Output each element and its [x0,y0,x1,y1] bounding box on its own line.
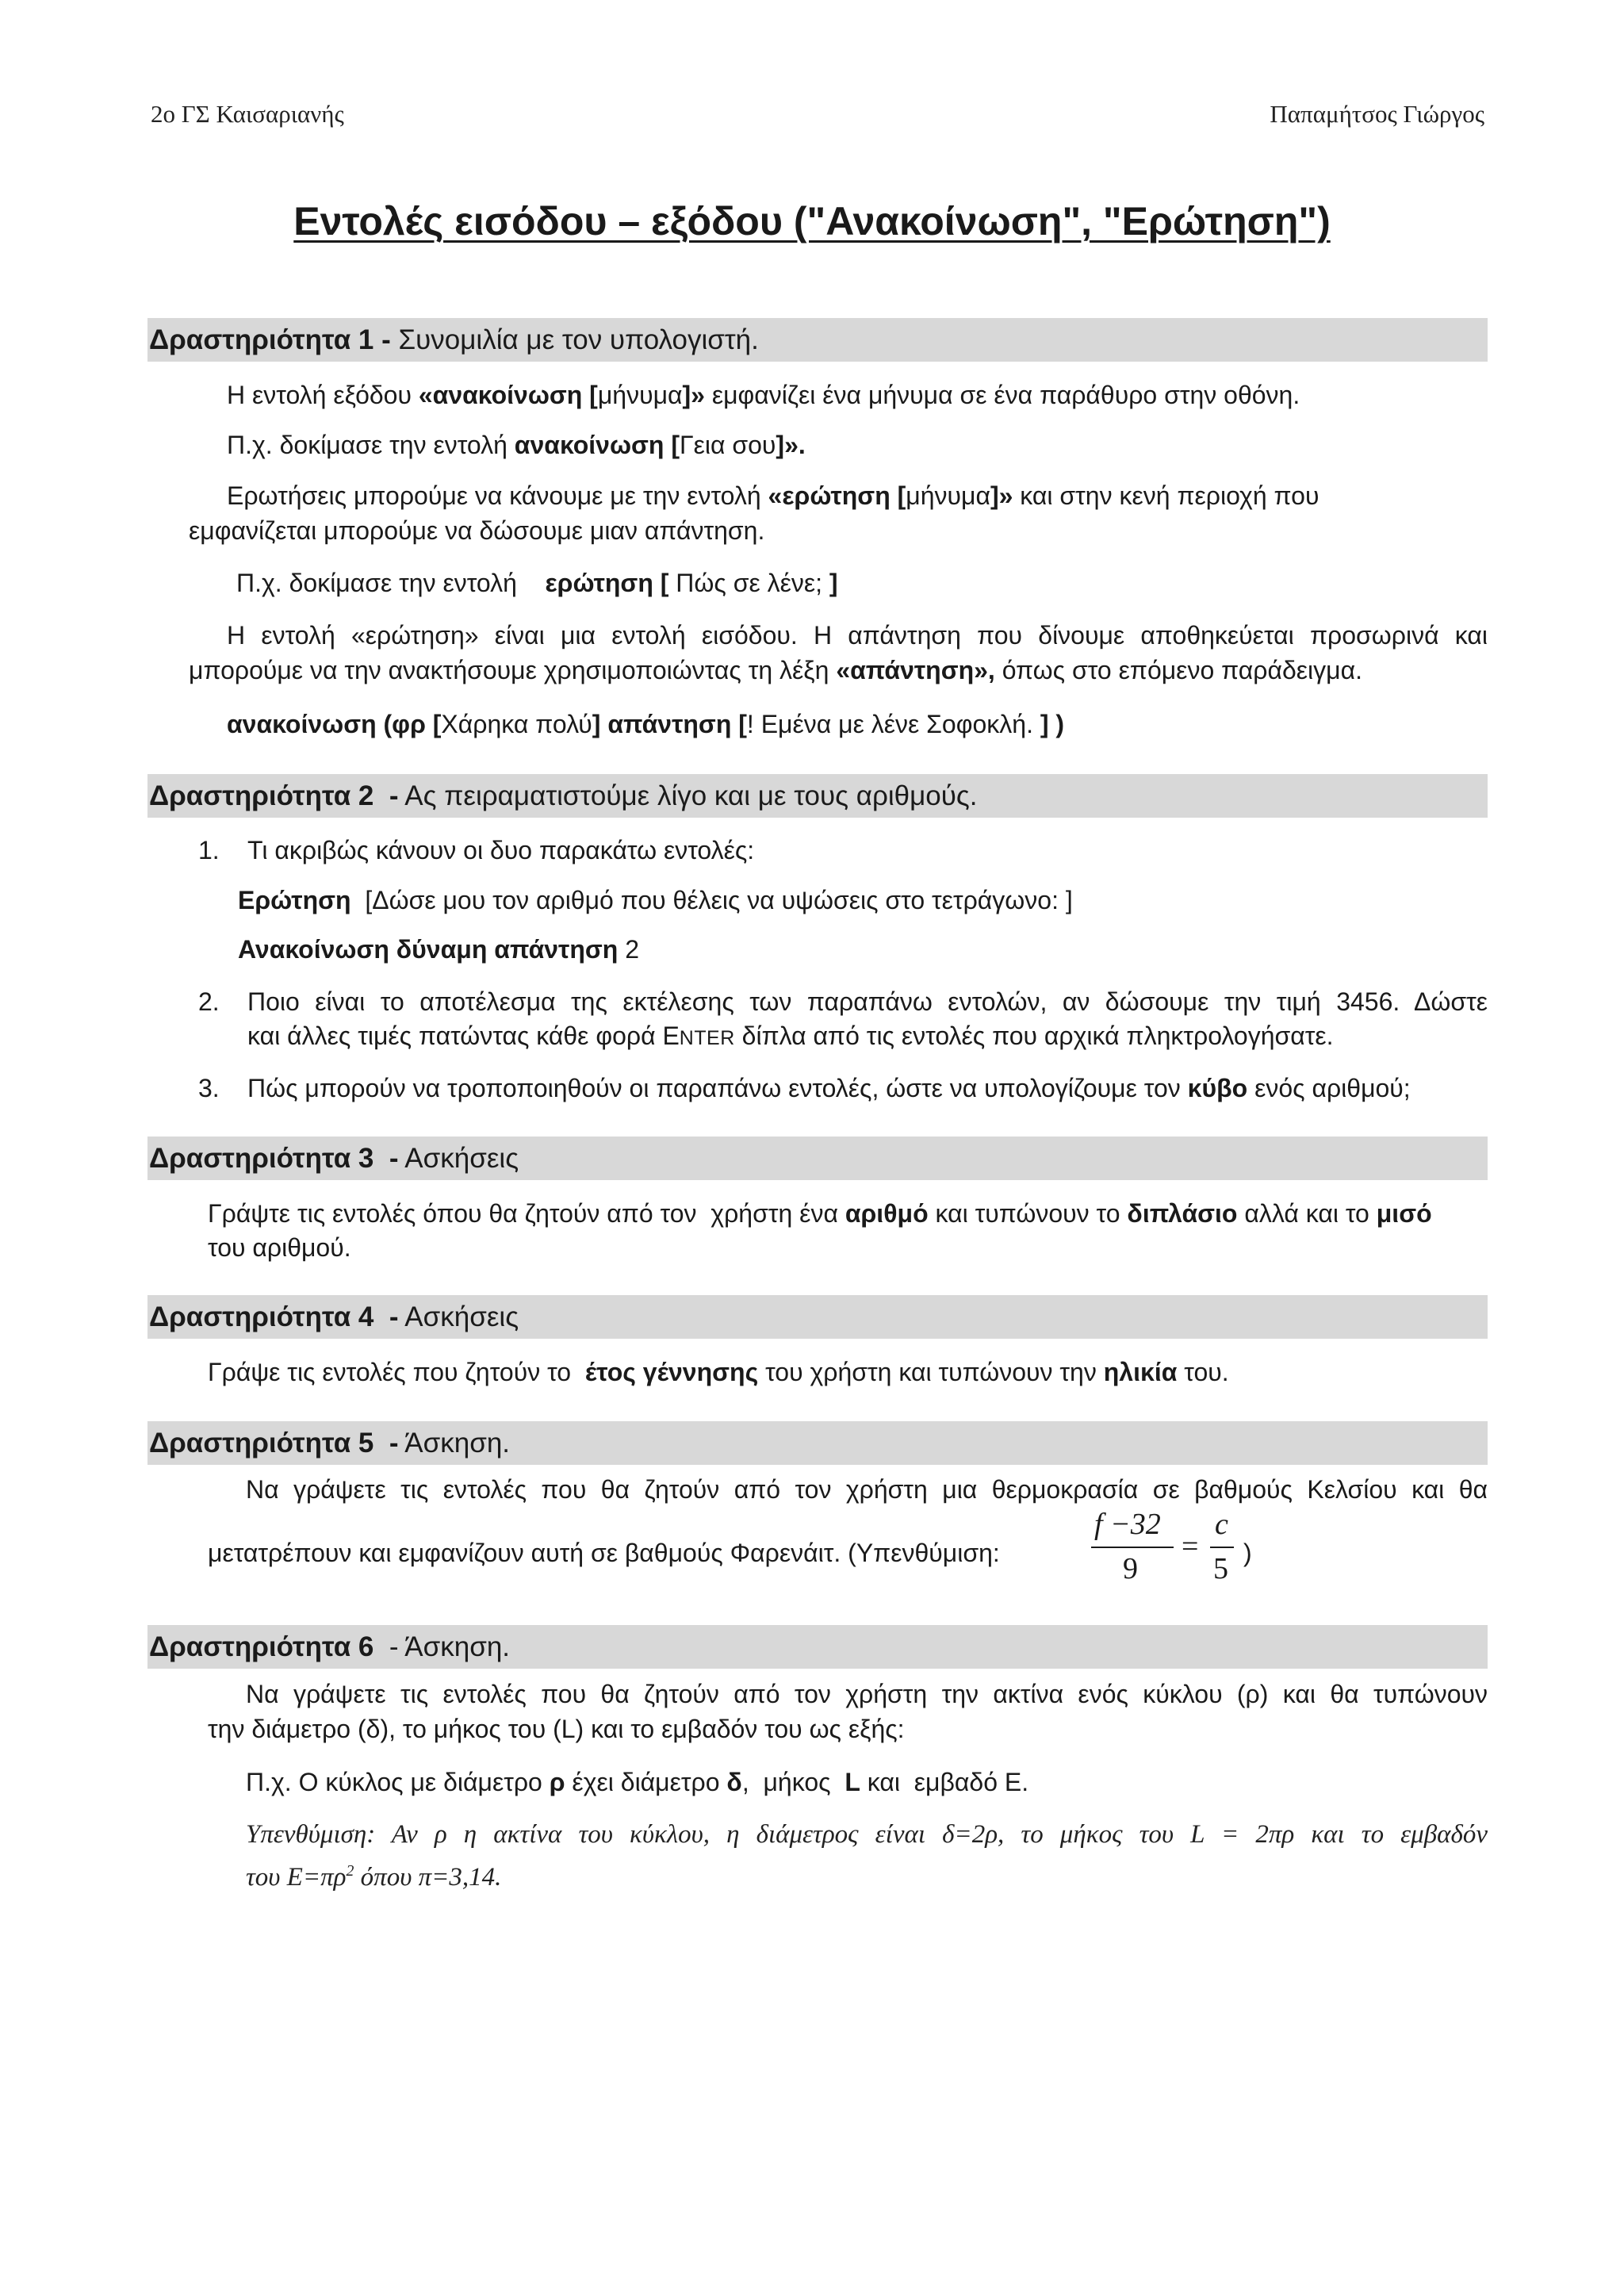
s4-paragraph-1 [208,1356,1229,1388]
keyword: δ [726,1768,742,1796]
s5-formula-close: ) [1243,1539,1252,1567]
s1-paragraph-2 [227,429,806,461]
text: Η εντολή εξόδου [227,381,419,409]
text: 2 [618,935,639,964]
section-2-heading [147,774,1488,818]
page-title: Εντολές εισόδου – εξόδου ("Ανακοίνωση", "Ερώτηση") [293,199,1331,243]
text: Πώς σε λένε; [668,569,829,597]
command-keyword: ανακοίνωση (φρ [ [227,710,442,738]
text: μήνυμα [906,481,990,510]
command-keyword: ]». [776,431,806,459]
s2-item-3 [247,1072,1411,1104]
text: του. [1177,1358,1229,1386]
text: Ερωτήσεις μπορούμε να κάνουμε με την εντολή [227,481,768,510]
text: Γράψε τις εντολές που ζητούν το [208,1358,585,1386]
text: , μήκος [741,1768,845,1796]
s1-paragraph-5: Η εντολή «ερώτηση» είναι μια εντολή εισόδου. Η απάντηση που δίνουμε αποθηκεύεται προσωρινά και [227,621,1488,650]
text: και τυπώνουν το [928,1199,1128,1228]
fraction-bar-1 [1091,1547,1174,1548]
text: ενός αριθμού; [1247,1074,1411,1102]
s6-example [246,1766,1028,1798]
formula-numerator-2: c [1215,1508,1228,1541]
text: όπως στο επόμενο παράδειγμα. [994,656,1362,684]
command-keyword: ] απάντηση [ [592,710,747,738]
section-2-title: Ας πειραματιστούμε λίγο και με τους αριθμούς. [398,780,978,811]
text: μήνυμα [597,381,683,409]
keyword: έτος γέννησης [584,1358,759,1386]
command-keyword: ] ) [1040,710,1065,738]
s5-paragraph-1: Να γράψετε τις εντολές που θα ζητούν από τον χρήστη μια θερμοκρασία σε βαθμούς Κελσίου και θα [246,1475,1488,1504]
text: έχει διάμετρο [565,1768,727,1796]
command-keyword: «ερώτηση [ [768,481,906,510]
list-number-3: 3. [198,1074,220,1102]
s1-paragraph-4 [236,567,838,599]
command-keyword: ] [829,569,838,597]
section-1-title: Συνομιλία με τον υπολογιστή. [390,324,759,355]
command-keyword: Ερώτηση [238,886,351,914]
command-keyword: ]» [990,481,1013,510]
list-number-1: 1. [198,836,220,864]
key-enter-rest: NTER [679,1027,735,1049]
fahrenheit-formula [1088,1507,1247,1594]
section-4-label: Δραστηριότητα 4 - [149,1301,399,1332]
s1-paragraph-3-cont: εμφανίζεται μπορούμε να δώσουμε μιαν απάντηση. [189,516,765,545]
text: εμφανίζει ένα μήνυμα σε ένα παράθυρο στην οθόνη. [704,381,1300,409]
section-1-heading [147,318,1488,362]
superscript: 2 [346,1862,354,1880]
section-5-label: Δραστηριότητα 5 - [149,1428,399,1458]
s2-item-1: Τι ακριβώς κάνουν οι δυο παρακάτω εντολές: [247,836,755,864]
section-6-label: Δραστηριότητα 6 [149,1631,374,1662]
text: μπορούμε να την ανακτήσουμε χρησιμοποιώντας τη λέξη [189,656,837,684]
s6-paragraph-1: Να γράψετε τις εντολές που θα ζητούν από τον χρήστη την ακτίνα ενός κύκλου (ρ) και θα τυπώνουν [246,1680,1488,1708]
section-3-label: Δραστηριότητα 3 - [149,1143,399,1174]
text: αλλά και το [1237,1199,1377,1228]
formula-equals: = [1182,1530,1199,1563]
text: και άλλες τιμές πατώντας κάθε φορά [247,1022,663,1050]
s6-paragraph-1-cont: την διάμετρο (δ), το μήκος του (L) και το εμβαδόν του ως εξής: [208,1715,905,1743]
keyword: διπλάσιο [1127,1199,1238,1228]
keyword: L [845,1768,860,1796]
text: και στην κενή περιοχή που [1013,481,1320,510]
s5-paragraph-1-cont: μετατρέπουν και εμφανίζουν αυτή σε βαθμούς Φαρενάιτ. (Υπενθύμιση: [208,1539,1000,1567]
keyword: ηλικία [1103,1358,1178,1386]
s1-example-command [227,708,1064,740]
s3-paragraph-1 [208,1198,1432,1229]
command-keyword: Ανακοίνωση δύναμη απάντηση [238,935,619,964]
section-4-heading [147,1295,1488,1339]
text: [Δώσε μου τον αριθμό που θέλεις να υψώσεις στο τετράγωνο: ] [350,886,1073,914]
section-2-label: Δραστηριότητα 2 - [149,780,399,811]
command-keyword: ανακοίνωση [ [514,431,680,459]
section-3-heading [147,1137,1488,1180]
section-5-heading [147,1421,1488,1465]
text: Π.χ. δοκίμασε την εντολή [236,569,546,597]
keyword-kyvo: κύβο [1187,1074,1248,1102]
section-4-title: Ασκήσεις [398,1301,519,1332]
keyword: μισό [1376,1199,1432,1228]
text: Γεια σου [679,431,776,459]
section-5-title: Άσκηση. [398,1428,511,1458]
text: του Ε=πρ [246,1863,347,1892]
command-keyword: ερώτηση [ [545,569,669,597]
text: ! Εμένα με λένε Σοφοκλή. [746,710,1040,738]
keyword-apantisi: «απάντηση», [836,656,995,684]
header-school: 2ο ΓΣ Καισαριανής [151,100,344,128]
section-1-label: Δραστηριότητα 1 - [149,324,391,355]
keyword: ρ [549,1768,565,1796]
section-6-title: - Άσκηση. [373,1631,511,1662]
text: Π.χ. δοκίμασε την εντολή [227,431,515,459]
keyword: αριθμό [845,1199,929,1228]
s2-command-2 [238,933,639,965]
text: και εμβαδό Ε. [860,1768,1029,1796]
s1-paragraph-3 [227,480,1319,512]
header-author: Παπαμήτσος Γιώργος [1270,100,1484,128]
s1-paragraph-1 [227,379,1300,411]
formula-denominator-1: 9 [1123,1552,1138,1585]
s2-item-2: Ποιο είναι το αποτέλεσμα της εκτέλεσης των παραπάνω εντολών, αν δώσουμε την τιμή 3456. Δώστε [247,987,1488,1016]
s2-item-2-cont [247,1020,1334,1054]
command-keyword: «ανακοίνωση [ [418,381,598,409]
text: του χρήστη και τυπώνουν την [758,1358,1104,1386]
text: Χάρηκα πολύ [441,710,592,738]
list-number-2: 2. [198,987,220,1016]
text: όπου π=3,14. [354,1863,502,1892]
s3-paragraph-1-cont: του αριθμού. [208,1233,351,1262]
text: Π.χ. Ο κύκλος με διάμετρο [246,1768,550,1796]
text: δίπλα από τις εντολές που αρχικά πληκτρολογήσατε. [734,1022,1334,1050]
section-3-title: Ασκήσεις [398,1143,519,1174]
s2-command-1 [238,884,1073,916]
s6-reminder: Υπενθύμιση: Αν ρ η ακτίνα του κύκλου, η διάμετρος είναι δ=2ρ, το μήκος του L = 2πρ και το εμβαδόν [246,1820,1488,1849]
s6-reminder-cont [246,1854,501,1894]
key-enter-first: E [662,1022,680,1050]
text: Γράψτε τις εντολές όπου θα ζητούν από τον χρήστη ένα [208,1199,845,1228]
command-keyword: ]» [682,381,705,409]
section-6-heading [147,1625,1488,1669]
formula-numerator-1: f −32 [1094,1508,1161,1541]
s1-paragraph-5-cont [189,654,1362,686]
fraction-bar-2 [1210,1547,1234,1548]
text: Πώς μπορούν να τροποποιηθούν οι παραπάνω εντολές, ώστε να υπολογίζουμε τον [247,1074,1188,1102]
formula-denominator-2: 5 [1213,1552,1228,1585]
